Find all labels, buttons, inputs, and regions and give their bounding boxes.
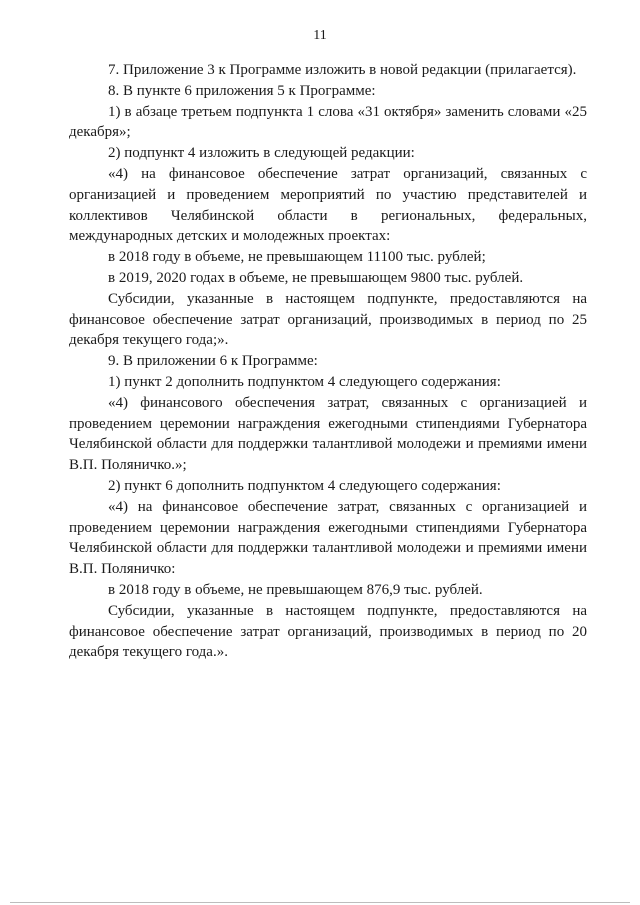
paragraph: в 2018 году в объеме, не превышающем 876,9 тыс. рублей. — [108, 581, 483, 598]
paragraph: «4) на финансовое обеспечение затрат, связанных с организацией и проведением церемонии награждения ежегодными стипендиями Губернатора Челябинской области для поддержки талантливой молодежи и премиями имени В.П. Поляничко: — [69, 498, 587, 578]
paragraph: 1) в абзаце третьем подпункта 1 слова «31 октября» заменить словами «25 декабря»; — [69, 103, 587, 141]
document-body — [69, 60, 587, 663]
paragraph: Субсидии, указанные в настоящем подпункте, предоставляются на финансовое обеспечение затрат организаций, производимых в период по 20 декабря текущего года.». — [69, 602, 587, 661]
paragraph: Субсидии, указанные в настоящем подпункте, предоставляются на финансовое обеспечение затрат организаций, производимых в период по 25 декабря текущего года;». — [69, 290, 587, 349]
paragraph: 2) пункт 6 дополнить подпунктом 4 следующего содержания: — [108, 477, 501, 494]
paragraph: 1) пункт 2 дополнить подпунктом 4 следующего содержания: — [108, 373, 501, 390]
paragraph: 8. В пункте 6 приложения 5 к Программе: — [108, 82, 376, 99]
page-number: 11 — [313, 28, 327, 43]
paragraph: «4) на финансовое обеспечение затрат организаций, связанных с организацией и проведением мероприятий по участию представителей и коллективов Челябинской области в региональных, федеральных, международных детских и молодежных проектах: — [69, 165, 587, 245]
paragraph: 2) подпункт 4 изложить в следующей редакции: — [108, 145, 415, 162]
paragraph: 7. Приложение 3 к Программе изложить в новой редакции (прилагается). — [108, 62, 577, 78]
paragraph: 9. В приложении 6 к Программе: — [108, 353, 318, 370]
scan-edge-line — [10, 902, 630, 903]
paragraph: «4) финансового обеспечения затрат, связанных с организацией и проведением церемонии награждения ежегодными стипендиями Губернатора Челябинской области для поддержки талантливой молодежи и премиями имени В.П. Поляничко.»; — [69, 394, 587, 474]
paragraph: в 2019, 2020 годах в объеме, не превышающем 9800 тыс. рублей. — [108, 269, 524, 286]
paragraph: в 2018 году в объеме, не превышающем 11100 тыс. рублей; — [108, 249, 486, 266]
